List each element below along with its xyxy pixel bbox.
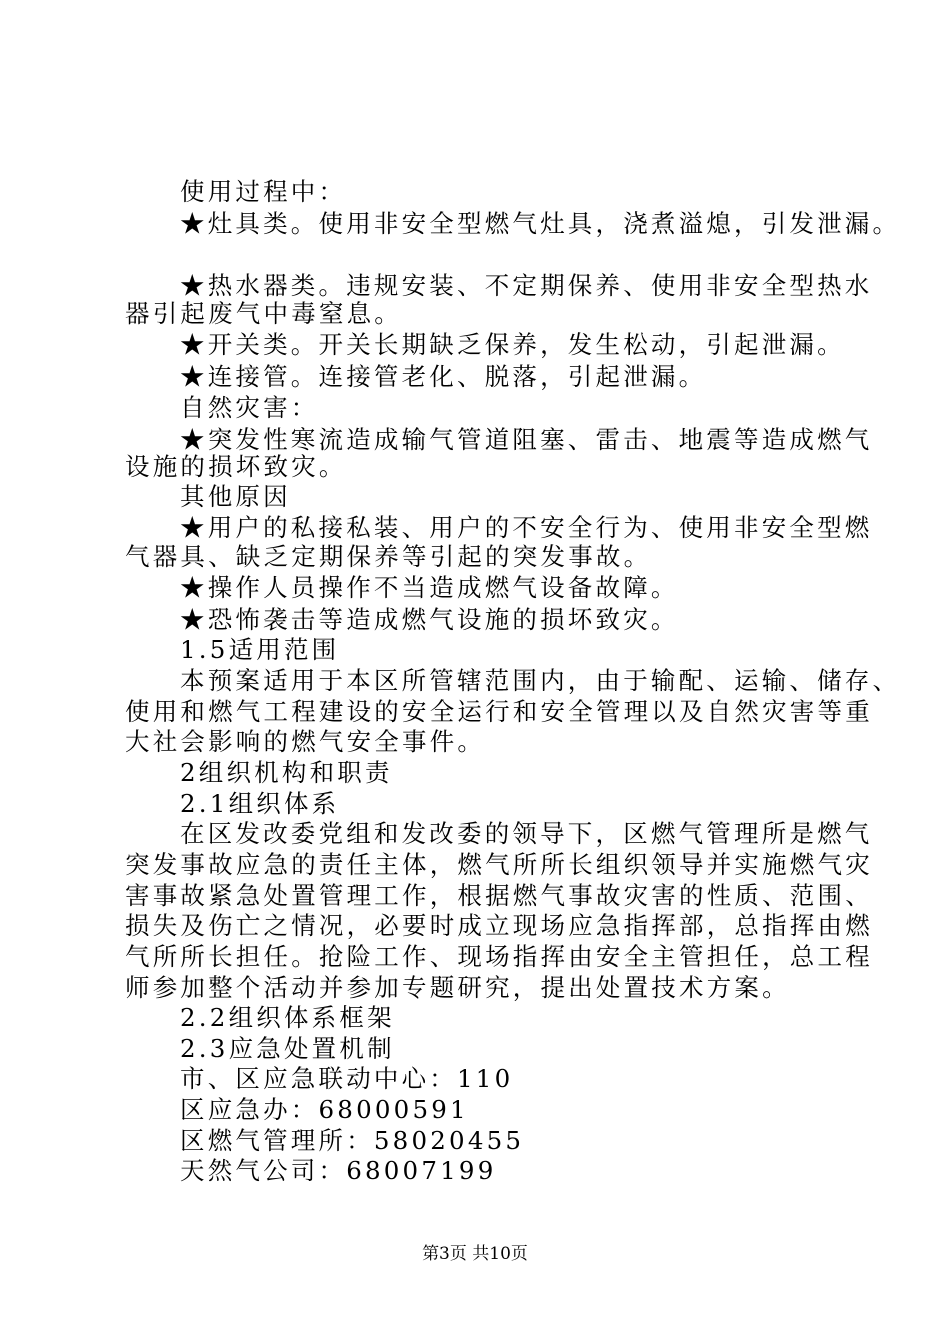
contact-line-3: 区燃气管理所：58020455 bbox=[180, 1126, 525, 1155]
section-heading-2-3: 2.3应急处置机制 bbox=[180, 1034, 395, 1063]
section-heading-1-5: 1.5适用范围 bbox=[180, 635, 340, 664]
page-footer: 第3页 共10页 bbox=[422, 1244, 528, 1264]
text-line-26: 师参加整个活动并参加专题研究，提出处置技术方案。 bbox=[125, 973, 790, 1002]
text-line-12: 气器具、缺乏定期保养等引起的突发事故。 bbox=[125, 542, 652, 571]
contact-line-4: 天然气公司：68007199 bbox=[180, 1156, 497, 1185]
text-line-17: 使用和燃气工程建设的安全运行和安全管理以及自然灾害等重 bbox=[125, 697, 873, 726]
text-line-24: 损失及伤亡之情况，必要时成立现场应急指挥部，总指挥由燃 bbox=[125, 911, 873, 940]
text-line-25: 气所所长担任。抢险工作、现场指挥由安全主管担任，总工程 bbox=[125, 942, 873, 971]
contact-line-1: 市、区应急联动中心：110 bbox=[180, 1064, 514, 1093]
text-line-1: 使用过程中： bbox=[180, 177, 347, 206]
text-line-13: ★操作人员操作不当造成燃气设备故障。 bbox=[180, 573, 679, 602]
section-heading-2-1: 2.1组织体系 bbox=[180, 789, 340, 818]
text-line-23: 害事故紧急处置管理工作，根据燃气事故灾害的性质、范围、 bbox=[125, 881, 873, 910]
contact-line-2: 区应急办：68000591 bbox=[180, 1095, 469, 1124]
text-line-14: ★恐怖袭击等造成燃气设施的损坏致灾。 bbox=[180, 605, 679, 634]
text-line-22: 突发事故应急的责任主体，燃气所所长组织领导并实施燃气灾 bbox=[125, 850, 873, 879]
text-line-6: ★连接管。连接管老化、脱落，引起泄漏。 bbox=[180, 362, 707, 391]
text-line-8: ★突发性寒流造成输气管道阻塞、雷击、地震等造成燃气 bbox=[180, 425, 873, 454]
text-line-2: ★灶具类。使用非安全型燃气灶具，浇煮溢熄，引发泄漏。 bbox=[180, 209, 901, 238]
text-line-5: ★开关类。开关长期缺乏保养，发生松动，引起泄漏。 bbox=[180, 330, 845, 359]
section-heading-2-2: 2.2组织体系框架 bbox=[180, 1003, 395, 1032]
text-line-16: 本预案适用于本区所管辖范围内，由于输配、运输、储存、 bbox=[180, 666, 901, 695]
text-line-21: 在区发改委党组和发改委的领导下，区燃气管理所是燃气 bbox=[180, 819, 873, 848]
text-line-7: 自然灾害： bbox=[180, 393, 319, 422]
section-heading-2: 2组织机构和职责 bbox=[180, 758, 393, 787]
text-line-9: 设施的损坏致灾。 bbox=[125, 452, 347, 481]
text-line-4: 器引起废气中毒窒息。 bbox=[125, 299, 402, 328]
text-line-10: 其他原因 bbox=[180, 482, 291, 511]
text-line-11: ★用户的私接私装、用户的不安全行为、使用非安全型燃 bbox=[180, 513, 873, 542]
text-line-3: ★热水器类。违规安装、不定期保养、使用非安全型热水 bbox=[180, 271, 873, 300]
text-line-18: 大社会影响的燃气安全事件。 bbox=[125, 727, 486, 756]
